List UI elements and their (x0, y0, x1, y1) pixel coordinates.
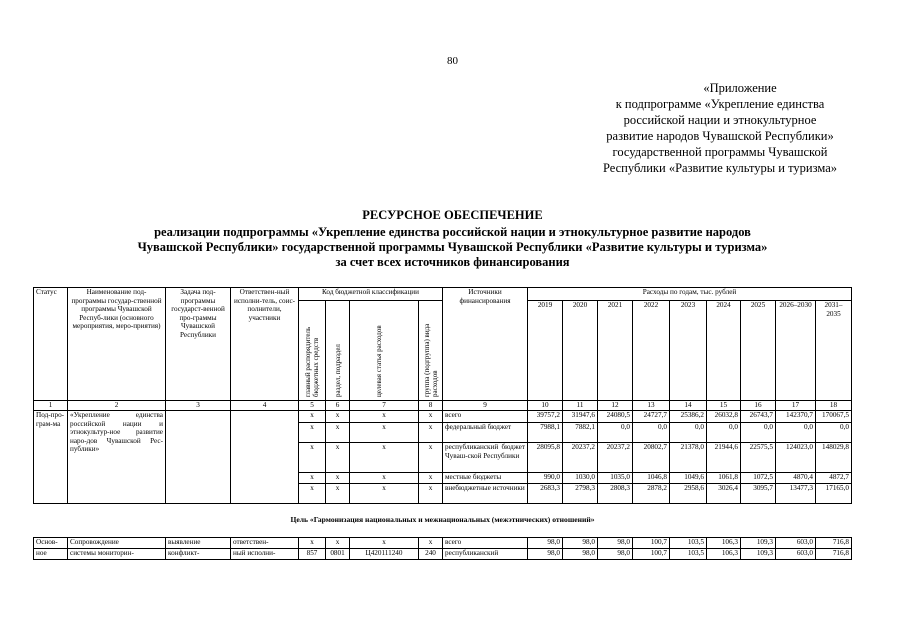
value-cell: 98,0 (528, 538, 563, 549)
value-cell: 7988,1 (528, 423, 563, 443)
code-cell: x (326, 538, 350, 549)
event-status: ное (34, 549, 68, 560)
code-cell: x (419, 538, 443, 549)
header-name: Наименование под-программы государ-ственной программы Чувашской Респуб-лики (основного мероприятия, меро-приятия) (68, 288, 166, 401)
value-cell: 109,3 (741, 538, 776, 549)
year-header: 2021 (598, 301, 633, 401)
value-cell: 100,7 (633, 538, 670, 549)
source-cell: внебюджетные источники (443, 484, 528, 504)
value-cell: 0,0 (598, 423, 633, 443)
code-cell: x (326, 473, 350, 484)
source-cell: республиканский бюджет Чуваш-ской Республики (443, 443, 528, 473)
code-cell: Ц420111240 (350, 549, 419, 560)
value-cell: 0,0 (816, 423, 852, 443)
value-cell: 0,0 (707, 423, 741, 443)
subprogram-executor (231, 411, 299, 504)
value-cell: 142370,7 (776, 411, 816, 423)
value-cell: 0,0 (633, 423, 670, 443)
code-cell: x (419, 484, 443, 504)
code-cell: x (350, 443, 419, 473)
document-title (0, 208, 905, 270)
value-cell: 3095,7 (741, 484, 776, 504)
column-number: 8 (419, 401, 443, 411)
value-cell: 13477,3 (776, 484, 816, 504)
code-cell: x (350, 538, 419, 549)
header-grbs: главный распорядитель бюджетных средств (299, 301, 326, 401)
title-heading: РЕСУРСНОЕ ОБЕСПЕЧЕНИЕ (362, 208, 543, 222)
event-name: системы мониторин- (68, 549, 166, 560)
header-budget-code: Код бюджетной классификации (299, 288, 443, 301)
column-number: 3 (166, 401, 231, 411)
source-cell: всего (443, 538, 528, 549)
value-cell: 1046,8 (633, 473, 670, 484)
header-section: раздел, подраздел (326, 301, 350, 401)
value-cell: 22575,5 (741, 443, 776, 473)
value-cell: 990,0 (528, 473, 563, 484)
title-line: реализации подпрограммы «Укрепление единства российской нации и этнокультурное развитие народов (154, 225, 751, 239)
value-cell: 1030,0 (563, 473, 598, 484)
source-cell: местные бюджеты (443, 473, 528, 484)
year-header: 2026–2030 (776, 301, 816, 401)
code-cell: x (419, 411, 443, 423)
value-cell: 106,3 (707, 549, 741, 560)
value-cell: 1049,6 (670, 473, 707, 484)
value-cell: 0,0 (776, 423, 816, 443)
value-cell: 148029,8 (816, 443, 852, 473)
value-cell: 0,0 (670, 423, 707, 443)
column-number: 13 (633, 401, 670, 411)
page-number: 80 (447, 55, 458, 67)
column-number: 10 (528, 401, 563, 411)
column-number: 17 (776, 401, 816, 411)
value-cell: 17165,0 (816, 484, 852, 504)
value-cell: 100,7 (633, 549, 670, 560)
code-cell: x (299, 423, 326, 443)
code-cell: x (326, 411, 350, 423)
column-number: 16 (741, 401, 776, 411)
value-cell: 31947,6 (563, 411, 598, 423)
value-cell: 28095,8 (528, 443, 563, 473)
value-cell: 1061,8 (707, 473, 741, 484)
appendix-line: «Приложение (703, 81, 777, 95)
event-status: Основ- (34, 538, 68, 549)
code-cell: x (419, 423, 443, 443)
code-cell: x (350, 484, 419, 504)
value-cell: 603,0 (776, 538, 816, 549)
value-cell: 24080,5 (598, 411, 633, 423)
subprogram-task (166, 411, 231, 504)
year-header: 2031–2035 (816, 301, 852, 401)
column-number: 5 (299, 401, 326, 411)
year-header: 2025 (741, 301, 776, 401)
value-cell: 98,0 (528, 549, 563, 560)
value-cell: 98,0 (563, 538, 598, 549)
column-number: 9 (443, 401, 528, 411)
code-cell: x (350, 473, 419, 484)
header-group: группа (подгруппа) вида расходов (419, 301, 443, 401)
value-cell: 7882,1 (563, 423, 598, 443)
title-line: за счет всех источников финансирования (335, 255, 570, 269)
header-sources: Источники финансирования (443, 288, 528, 401)
code-cell: x (299, 484, 326, 504)
event-executor: ный исполни- (231, 549, 299, 560)
column-number: 6 (326, 401, 350, 411)
event-task: выявление (166, 538, 231, 549)
value-cell: 25386,2 (670, 411, 707, 423)
event-name: Сопровождение (68, 538, 166, 549)
table-row (34, 411, 852, 423)
source-cell: республиканский (443, 549, 528, 560)
code-cell: x (326, 443, 350, 473)
value-cell: 2808,3 (598, 484, 633, 504)
code-cell: 857 (299, 549, 326, 560)
title-line: Чувашской Республики» государственной программы Чувашской Республики «Развитие культуры и туризма» (137, 240, 768, 254)
column-number: 11 (563, 401, 598, 411)
appendix-line: государственной программы Чувашской (612, 145, 828, 159)
column-number: 2 (68, 401, 166, 411)
value-cell: 21944,6 (707, 443, 741, 473)
table-row (34, 538, 852, 549)
source-cell: федеральный бюджет (443, 423, 528, 443)
appendix-line: Республики «Развитие культуры и туризма» (602, 161, 837, 175)
header-task: Задача под-программы государст-венной про-граммы Чувашской Республики (166, 288, 231, 401)
value-cell: 170067,5 (816, 411, 852, 423)
value-cell: 103,5 (670, 549, 707, 560)
value-cell: 603,0 (776, 549, 816, 560)
code-cell: 0801 (326, 549, 350, 560)
column-number: 12 (598, 401, 633, 411)
event-task: конфликт- (166, 549, 231, 560)
column-number: 1 (34, 401, 68, 411)
value-cell: 20802,7 (633, 443, 670, 473)
header-executor: Ответствен-ный исполни-тель, соис-полнители, участники (231, 288, 299, 401)
code-cell: x (326, 423, 350, 443)
appendix-note (560, 80, 880, 176)
year-header: 2020 (563, 301, 598, 401)
value-cell: 103,5 (670, 538, 707, 549)
subprogram-name: «Укрепление единства российской нации и этнокультур-ное развитие наро-дов Чувашской Рес-публики» (68, 411, 166, 504)
value-cell: 2798,3 (563, 484, 598, 504)
value-cell: 3026,4 (707, 484, 741, 504)
column-number: 4 (231, 401, 299, 411)
code-cell: x (299, 411, 326, 423)
value-cell: 20237,2 (598, 443, 633, 473)
value-cell: 98,0 (598, 549, 633, 560)
value-cell: 26743,7 (741, 411, 776, 423)
source-cell: всего (443, 411, 528, 423)
table-row (34, 549, 852, 560)
code-cell: x (350, 423, 419, 443)
header-status: Статус (34, 288, 68, 401)
value-cell: 21378,0 (670, 443, 707, 473)
value-cell: 24727,7 (633, 411, 670, 423)
column-number: 14 (670, 401, 707, 411)
value-cell: 20237,2 (563, 443, 598, 473)
value-cell: 0,0 (741, 423, 776, 443)
header-expenses: Расходы по годам, тыс. рублей (528, 288, 852, 301)
column-number-row (34, 401, 852, 411)
value-cell: 716,8 (816, 538, 852, 549)
code-cell: x (299, 473, 326, 484)
value-cell: 98,0 (563, 549, 598, 560)
value-cell: 98,0 (598, 538, 633, 549)
code-cell: 240 (419, 549, 443, 560)
appendix-line: развитие народов Чувашской Республики» (606, 129, 834, 143)
year-header: 2023 (670, 301, 707, 401)
code-cell: x (299, 443, 326, 473)
value-cell: 2958,6 (670, 484, 707, 504)
value-cell: 2683,3 (528, 484, 563, 504)
code-cell: x (350, 411, 419, 423)
value-cell: 4872,7 (816, 473, 852, 484)
value-cell: 2878,2 (633, 484, 670, 504)
year-header: 2022 (633, 301, 670, 401)
year-header: 2024 (707, 301, 741, 401)
column-number: 15 (707, 401, 741, 411)
subprogram-status: Под-про-грам-ма (34, 411, 68, 504)
year-header: 2019 (528, 301, 563, 401)
value-cell: 716,8 (816, 549, 852, 560)
value-cell: 109,3 (741, 549, 776, 560)
value-cell: 1035,0 (598, 473, 633, 484)
value-cell: 124023,0 (776, 443, 816, 473)
appendix-line: к подпрограмме «Укрепление единства (615, 97, 825, 111)
code-cell: x (299, 538, 326, 549)
code-cell: x (326, 484, 350, 504)
appendix-line: российской нации и этнокультурное (623, 113, 817, 127)
goal-row (34, 504, 852, 538)
column-number: 18 (816, 401, 852, 411)
value-cell: 106,3 (707, 538, 741, 549)
goal-text: Цель «Гармонизация национальных и межнациональных (межэтнических) отношений» (34, 504, 852, 538)
event-executor: ответствен- (231, 538, 299, 549)
value-cell: 1072,5 (741, 473, 776, 484)
value-cell: 26032,8 (707, 411, 741, 423)
value-cell: 39757,2 (528, 411, 563, 423)
resource-table (33, 287, 852, 560)
value-cell: 4870,4 (776, 473, 816, 484)
code-cell: x (419, 473, 443, 484)
header-target: целевая статья расходов (350, 301, 419, 401)
code-cell: x (419, 443, 443, 473)
column-number: 7 (350, 401, 419, 411)
